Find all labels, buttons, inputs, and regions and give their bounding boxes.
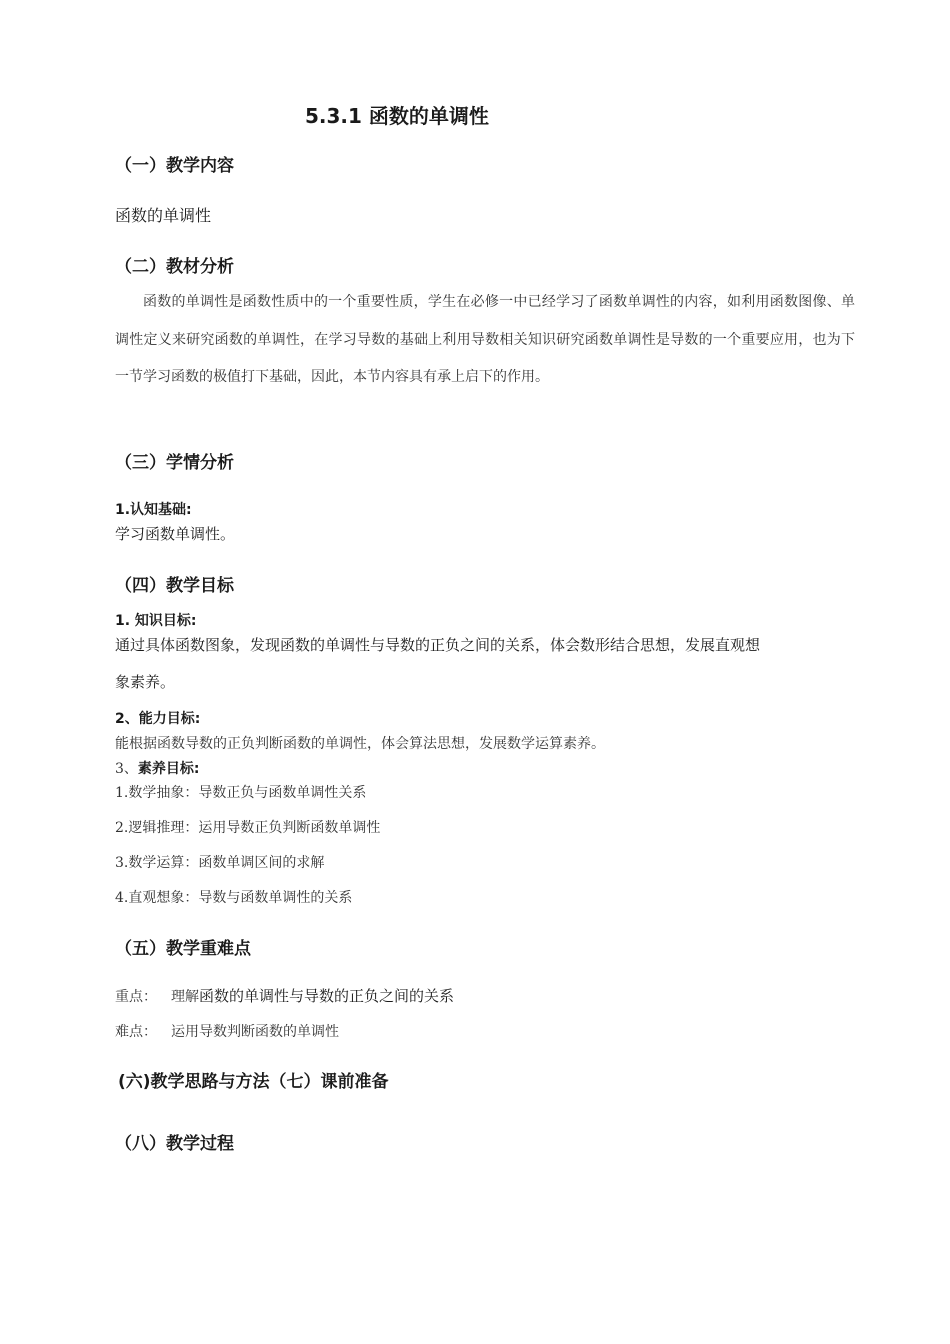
key-point-body: 函数的单调性与导数的正负之间的关系: [199, 987, 455, 1005]
goal-2-body: 能根据函数导数的正负判断函数的单调性，体会算法思想，发展数学运算素养。: [115, 736, 605, 752]
goal-3-item: 1.数学抽象：导数正负与函数单调性关系: [115, 785, 367, 801]
section-2-heading: （二）教材分析: [115, 257, 234, 277]
goal-3-title: 素养目标:: [137, 761, 200, 777]
section-4-heading: （四）教学目标: [115, 576, 234, 596]
key-point-prefix: 理解: [171, 989, 199, 1005]
difficult-point-label: 难点：: [115, 1024, 157, 1040]
section-3-body-1: 学习函数单调性。: [115, 525, 236, 543]
doc-title: 5.3.1 函数的单调性: [305, 104, 489, 128]
goal-3-item: 4.直观想象：导数与函数单调性的关系: [115, 890, 353, 906]
difficult-point-line: [115, 1021, 339, 1041]
section-5-heading: （五）教学重难点: [115, 939, 251, 959]
section-3-heading: （三）学情分析: [115, 453, 234, 473]
key-point-label: 重点：: [115, 989, 157, 1005]
section-1-heading: （一）教学内容: [115, 156, 234, 176]
goal-3-line: [115, 758, 200, 778]
goal-3-number: 3、: [115, 761, 138, 777]
goal-1-line-2: 象素养。: [115, 673, 176, 691]
section-3-sub-1: 1.认知基础:: [115, 502, 192, 518]
section-1-body: 函数的单调性: [115, 206, 212, 225]
goal-1-line-1: 通过具体函数图象，发现函数的单调性与导数的正负之间的关系，体会数形结合思想，发展直观想: [115, 636, 761, 654]
section-2-paragraph: 函数的单调性是函数性质中的一个重要性质，学生在必修一中已经学习了函数单调性的内容，如利用函数图像、单调性定义来研究函数的单调性，在学习导数的基础上利用导数相关知识研究函数单调性是导数的一个重要应用，也为下一节学习函数的极值打下基础，因此，本节内容具有承上启下的作用。: [115, 294, 855, 385]
key-point-line: [115, 985, 454, 1006]
section-6-7-heading: (六)教学思路与方法（七）课前准备: [118, 1072, 389, 1092]
difficult-point-body: 运用导数判断函数的单调性: [171, 1024, 339, 1040]
goal-3-item: 2.逻辑推理：运用导数正负判断函数单调性: [115, 820, 381, 836]
goal-3-item: 3.数学运算：函数单调区间的求解: [115, 855, 325, 871]
section-8-heading: （八）教学过程: [115, 1134, 234, 1154]
goal-1-title: 1. 知识目标:: [115, 613, 197, 629]
goal-2-title: 2、能力目标:: [115, 711, 201, 727]
